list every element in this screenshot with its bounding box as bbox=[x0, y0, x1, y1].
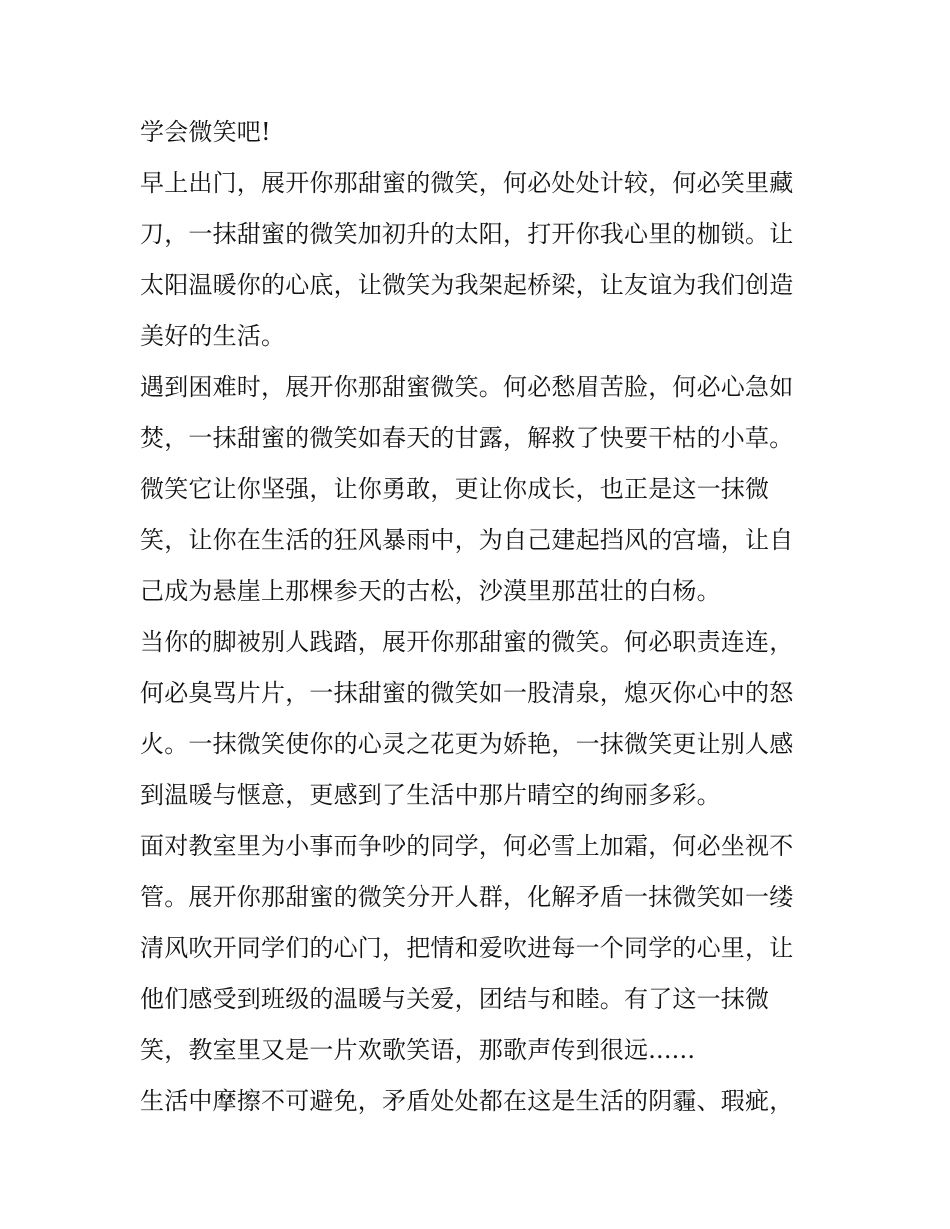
text-line: 美好的生活。 bbox=[140, 322, 286, 350]
text-line: 何必臭骂片片，一抹甜蜜的微笑如一股清泉，熄灭你心中的怒 bbox=[140, 679, 794, 707]
text-line: 微笑它让你坚强，让你勇敢，更让你成长，也正是这一抹微 bbox=[140, 475, 770, 503]
text-line: 遇到困难时，展开你那甜蜜微笑。何必愁眉苦脸，何必心急如 bbox=[140, 373, 794, 401]
text-line: 到温暖与惬意，更感到了生活中那片晴空的绚丽多彩。 bbox=[140, 781, 721, 809]
text-line: 当你的脚被别人践踏，展开你那甜蜜的微笑。何必职责连连， bbox=[140, 628, 794, 656]
text-line: 焚，一抹甜蜜的微笑如春天的甘露，解救了快要干枯的小草。 bbox=[140, 424, 794, 452]
essay-body bbox=[140, 107, 820, 1127]
text-line: 管。展开你那甜蜜的微笑分开人群，化解矛盾一抹微笑如一缕 bbox=[140, 883, 794, 911]
text-line: 早上出门，展开你那甜蜜的微笑，何必处处计较，何必笑里藏 bbox=[140, 169, 794, 197]
text-line: 火。一抹微笑使你的心灵之花更为娇艳，一抹微笑更让别人感 bbox=[140, 730, 794, 758]
text-line: 太阳温暖你的心底，让微笑为我架起桥梁，让友谊为我们创造 bbox=[140, 271, 794, 299]
text-line: 面对教室里为小事而争吵的同学，何必雪上加霜，何必坐视不 bbox=[140, 832, 794, 860]
text-line: 生活中摩擦不可避免，矛盾处处都在这是生活的阴霾、瑕疵， bbox=[140, 1087, 794, 1115]
text-line: 笑，让你在生活的狂风暴雨中，为自己建起挡风的宫墙，让自 bbox=[140, 526, 794, 554]
text-line: 清风吹开同学们的心门，把情和爱吹进每一个同学的心里，让 bbox=[140, 934, 794, 962]
text-line: 笑，教室里又是一片欢歌笑语，那歌声传到很远...... bbox=[140, 1036, 696, 1064]
text-line: 刀，一抹甜蜜的微笑加初升的太阳，打开你我心里的枷锁。让 bbox=[140, 220, 794, 248]
essay-title: 学会微笑吧! bbox=[140, 118, 271, 146]
text-line: 己成为悬崖上那棵参天的古松，沙漠里那茁壮的白杨。 bbox=[140, 577, 721, 605]
text-line: 他们感受到班级的温暖与关爱，团结与和睦。有了这一抹微 bbox=[140, 985, 770, 1013]
